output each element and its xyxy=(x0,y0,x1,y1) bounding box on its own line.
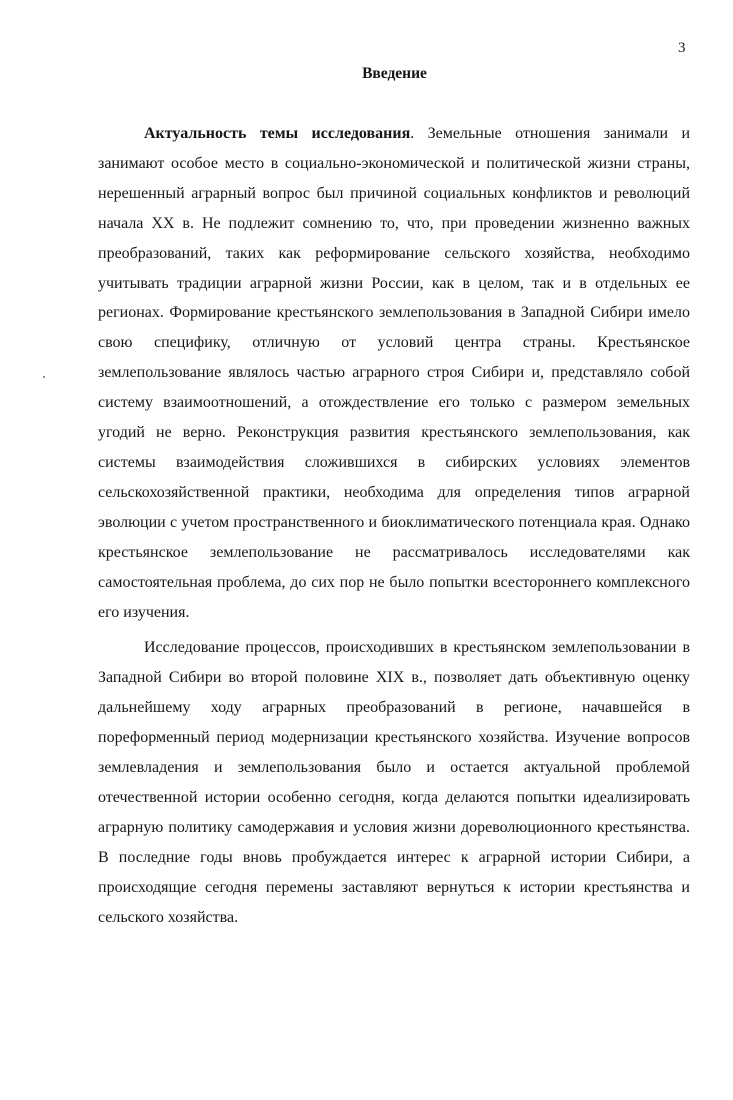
section-heading: Введение xyxy=(362,65,427,82)
body-text xyxy=(98,119,690,932)
paragraph-text: . Земельные отношения занимали и занимают особое место в социально-экономической и политической жизни страны, нерешенный аграрный вопрос был причиной социальных конфликтов и революций начала XX в. Не подлежит сомнению то, что, при проведении жизненно важных преобразований, таких как реформирование сельского хозяйства, необходимо учитывать традиции аграрной жизни России, как в целом, так и в отдельных ее регионах. Формирование крестьянского землепользования в Западной Сибири имело свою специфику, отличную от условий центра страны. Крестьянское землепользование являлось частью аграрного строя Сибири и, представляло собой систему взаимоотношений, а отождествление его только с размером земельных угодий не верно. Реконструкция развития крестьянского землепользования, как системы взаимодействия сложившихся в сибирских условиях элементов сельскохозяйственной практики, необходима для определения типов аграрной эволюции с учетом пространственного и биоклиматического потенциала края. Однако крестьянское землепользование не рассматривалось исследователями как самостоятельная проблема, до сих пор не было попытки всестороннего комплексного его изучения. xyxy=(98,125,690,621)
paragraph-lead: Актуальность темы исследования xyxy=(144,125,411,142)
scan-speck xyxy=(43,376,45,378)
paragraph-text: Исследование процессов, происходивших в крестьянском землепользовании в Западной Сибири во второй половине XIX в., позволяет дать объективную оценку дальнейшему ходу аграрных преобразований в регионе, начавшейся в пореформенный период модернизации крестьянского хозяйства. Изучение вопросов землевладения и землепользования было и остается актуальной проблемой отечественной истории особенно сегодня, когда делаются попытки идеализировать аграрную политику самодержавия и условия жизни дореволюционного крестьянства. В последние годы вновь пробуждается интерес к аграрной истории Сибири, а происходящие сегодня перемены заставляют вернуться к истории крестьянства и сельского хозяйства. xyxy=(98,639,690,926)
paragraph-2 xyxy=(98,633,690,932)
page-number: 3 xyxy=(678,40,686,56)
paragraph-1 xyxy=(98,119,690,627)
